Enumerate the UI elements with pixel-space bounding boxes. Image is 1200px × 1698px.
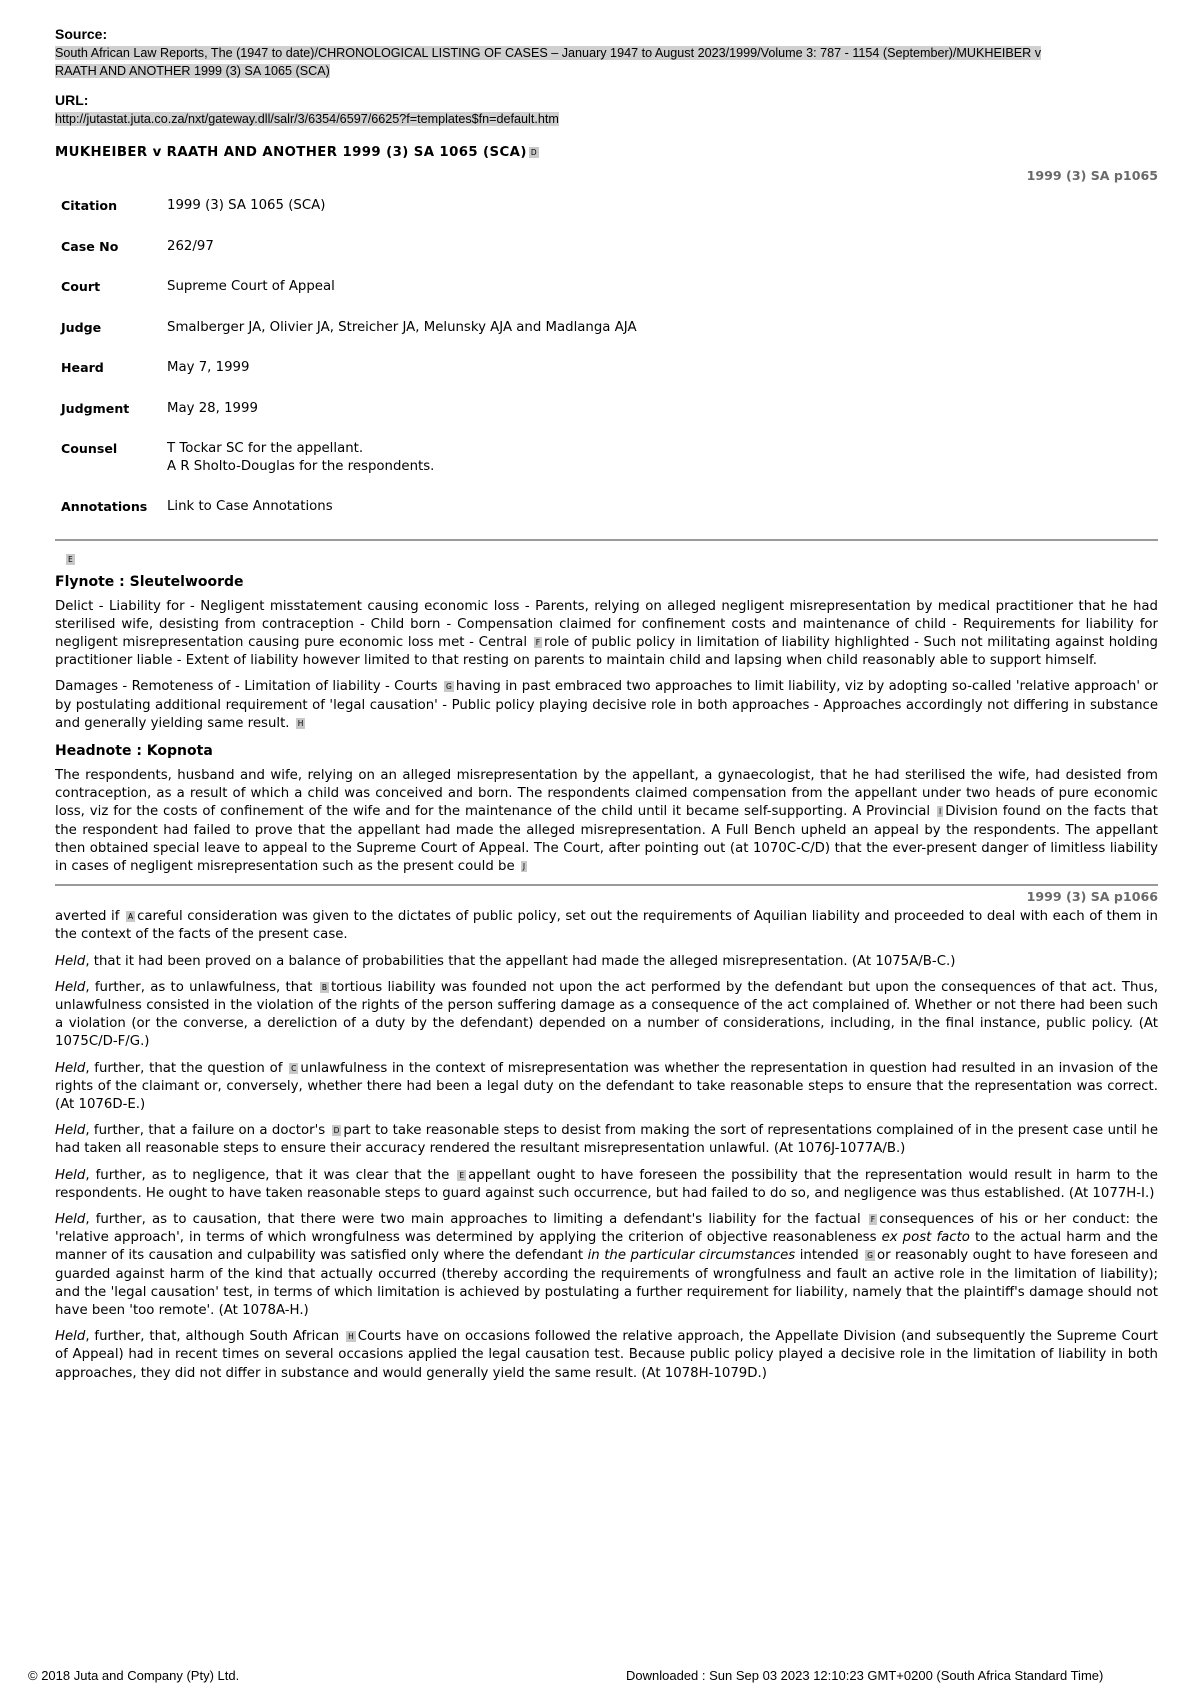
margin-marker: E <box>68 554 73 564</box>
margin-marker: H <box>348 1332 354 1342</box>
held-paragraph: Held, further, as to causation, that there were two main approaches to limiting a defendant's liability for the factual F consequences of his or her conduct: the 'relative approach', in terms of which wrongfulness was determined by applying the criterion of objective reasonableness ex post facto to the actual harm and the manner of its causation and culpability was satisfied only where the defendant in the particular circumstances intended G or reasonably ought to have foreseen and guarded against harm of the kind that actually occurred (thereby according the requirements of wrongfulness and fault an active role in the limitation of liability); and the 'legal causation' test, in terms of which limitation is achieved by postulating a further requirement for liability, namely that the plaintiff's damage should not have been 'too remote'. (At 1078A-H.) <box>55 1211 1158 1318</box>
page-reference: 1999 (3) SA p1065 <box>1026 168 1158 183</box>
headnote-heading: Headnote : Kopnota <box>55 742 213 759</box>
meta-key: Annotations <box>61 499 148 514</box>
meta-value: May 7, 1999 <box>167 360 250 375</box>
meta-key: Counsel <box>61 441 118 456</box>
flynote-paragraph: Damages - Remoteness of - Limitation of liability - Courts G having in past embraced two approaches to limit liability, viz by adopting so-called 'relative approach' or by postulating additional requirement of 'legal causation' - Public policy playing decisive role in both approaches - Approaches accordingly not differing in substance and generally yielding same result. H <box>55 679 1158 731</box>
meta-key: Citation <box>61 198 118 213</box>
divider <box>55 539 1158 541</box>
meta-row-judge <box>61 319 637 360</box>
margin-marker: E <box>459 1170 465 1180</box>
held-paragraph: Held, further, that the question of C unlawfulness in the context of misrepresentation was whether the representation in question had resulted in an invasion of the rights of the claimant or, conversely, whether there had been a legal duty on the defendant to take reasonable steps to ensure that the representation was correct. (At 1076D-E.) <box>55 1060 1159 1112</box>
counsel-line: A R Sholto-Douglas for the respondents. <box>167 458 435 474</box>
document-page <box>55 26 1158 1391</box>
flynote-heading: Flynote : Sleutelwoorde <box>55 573 244 590</box>
meta-row-court <box>61 278 637 319</box>
meta-key: Case No <box>61 238 119 254</box>
meta-key: Judgment <box>61 400 130 416</box>
meta-value: 262/97 <box>167 238 214 254</box>
margin-marker: F <box>535 637 541 647</box>
case-title-text: MUKHEIBER v RAATH AND ANOTHER 1999 (3) SA 1065 (SCA) <box>55 145 527 160</box>
meta-key: Judge <box>61 319 102 335</box>
margin-marker: D <box>333 1126 340 1136</box>
page-reference: 1999 (3) SA p1066 <box>1026 889 1158 905</box>
meta-value: May 28, 1999 <box>167 400 258 416</box>
meta-row-judgment <box>61 400 637 441</box>
url-label: URL: <box>55 92 89 108</box>
meta-value <box>167 440 637 498</box>
marker-row <box>64 548 1158 564</box>
footer-copyright: © 2018 Juta and Company (Pty) Ltd. <box>28 1668 240 1683</box>
margin-marker: G <box>446 682 452 692</box>
footer-downloaded: Downloaded : Sun Sep 03 2023 12:10:23 GMT+0200 (South Africa Standard Time) <box>626 1668 1104 1683</box>
margin-marker: F <box>870 1214 876 1224</box>
meta-key: Heard <box>61 360 104 375</box>
margin-marker: B <box>321 982 327 992</box>
annotations-link[interactable]: Link to Case Annotations <box>167 499 333 514</box>
url-link[interactable]: http://jutastat.juta.co.za/nxt/gateway.dll/salr/3/6354/6597/6625?f=templates$fn=default.htm <box>55 112 559 126</box>
counsel-line: T Tockar SC for the appellant. <box>167 441 364 456</box>
page-break-divider <box>55 884 1158 886</box>
margin-marker: G <box>867 1251 873 1261</box>
meta-value: Supreme Court of Appeal <box>167 279 335 294</box>
meta-value: 1999 (3) SA 1065 (SCA) <box>167 198 326 213</box>
held-paragraph: Held, further, as to unlawfulness, that B tortious liability was founded not upon the act performed by the defendant but upon the consequences of that act. Thus, unlawfulness consisted in the violation of the rights of the person suffering damage as a consequence of the act complained of. Whether or not there had been such a violation (or the converse, a dereliction of a duty by the defendant) depended on a number of considerations, including, in the final instance, public policy. (At 1075C/D-F/G.) <box>55 979 1159 1050</box>
margin-marker: C <box>291 1063 297 1073</box>
meta-row-heard <box>61 359 637 400</box>
meta-row-counsel <box>61 440 637 498</box>
headnote-paragraph: The respondents, husband and wife, relying on an alleged misrepresentation by the appellant, a gynaecologist, that he had sterilised the wife, had desisted from contraception, as a result of which a child was conceived and born. The respondents claimed compensation from the appellant under two heads of pure economic loss, viz for the costs of confinement of the wife and for the maintenance of the child until it became self-supporting. A Provincial I Division found on the facts that the respondent had failed to prove that the appellant had made the alleged misrepresentation. A Full Bench upheld an appeal by the respondents. The appellant then obtained special leave to appeal to the Supreme Court of Appeal. The Court, after pointing out (at 1070C-C/D) that the ever-present danger of limitless liability in cases of negligent misrepresentation such as the present could be J <box>55 767 1158 874</box>
source-path-text[interactable]: South African Law Reports, The (1947 to date)/CHRONOLOGICAL LISTING OF CASES – January 1947 to August 2023/1999/Volume 3: 787 - 1154 (September)/MUKHEIBER v RAATH AND ANOTHER 1999 (3) SA 1065 (SCA) <box>55 46 1042 78</box>
case-title <box>55 145 1158 160</box>
margin-marker: I <box>938 807 942 817</box>
margin-marker: D <box>530 148 537 157</box>
margin-marker: J <box>522 861 526 871</box>
source-label: Source: <box>55 26 108 42</box>
margin-marker: A <box>127 912 134 922</box>
meta-value: Smalberger JA, Olivier JA, Streicher JA, Melunsky AJA and Madlanga AJA <box>167 319 637 335</box>
headnote-paragraph: averted if A careful consideration was given to the dictates of public policy, set out the requirements of Aquilian liability and proceeded to deal with each of them in the context of the facts of the present case. <box>55 909 1158 943</box>
meta-row-annotations <box>61 498 637 539</box>
meta-key: Court <box>61 279 101 294</box>
held-paragraph: Held, further, that a failure on a doctor's D part to take reasonable steps to desist from making the sort of representations complained of in the present case until he had taken all reasonable steps to ensure their accuracy rendered the resultant misrepresentation unlawful. (At 1076J-1077A/B.) <box>55 1123 1158 1157</box>
meta-row-citation <box>61 197 637 238</box>
url-value <box>55 110 1158 128</box>
flynote-paragraph: Delict - Liability for - Negligent misstatement causing economic loss - Parents, relying on alleged negligent misrepresentation by medical practitioner that he had sterilised wife, desisting from contraception - Child born - Compensation claimed for confinement costs and maintenance of child - Requirements for liability for negligent misrepresentation causing pure economic loss met - Central F role of public policy in limitation of liability highlighted - Such not militating against holding practitioner liable - Extent of liability however limited to that resting on parents to maintain child and lapsing when child reasonably able to support himself. <box>55 598 1158 669</box>
held-paragraph: Held, further, that, although South African H Courts have on occasions followed the relative approach, the Appellate Division (and subsequently the Supreme Court of Appeal) had in recent times on several occasions applied the legal causation test. Because public policy played a decisive role in the limitation of liability in both approaches, they did not differ in substance and would generally yield the same result. (At 1078H-1079D.) <box>55 1329 1158 1381</box>
meta-row-case-no <box>61 238 637 279</box>
held-paragraph: Held, further, as to negligence, that it was clear that the E appellant ought to have foreseen the possibility that the representation would result in harm to the respondents. He ought to have taken reasonable steps to guard against such occurrence, but had failed to do so, and negligence was thus established. (At 1077H-I.) <box>55 1167 1158 1201</box>
held-paragraph: Held, that it had been proved on a balance of probabilities that the appellant had made the alleged misrepresentation. (At 1075A/B-C.) <box>55 953 956 969</box>
case-metadata-table <box>61 197 637 539</box>
source-path <box>55 44 1055 80</box>
margin-marker: H <box>297 718 304 728</box>
